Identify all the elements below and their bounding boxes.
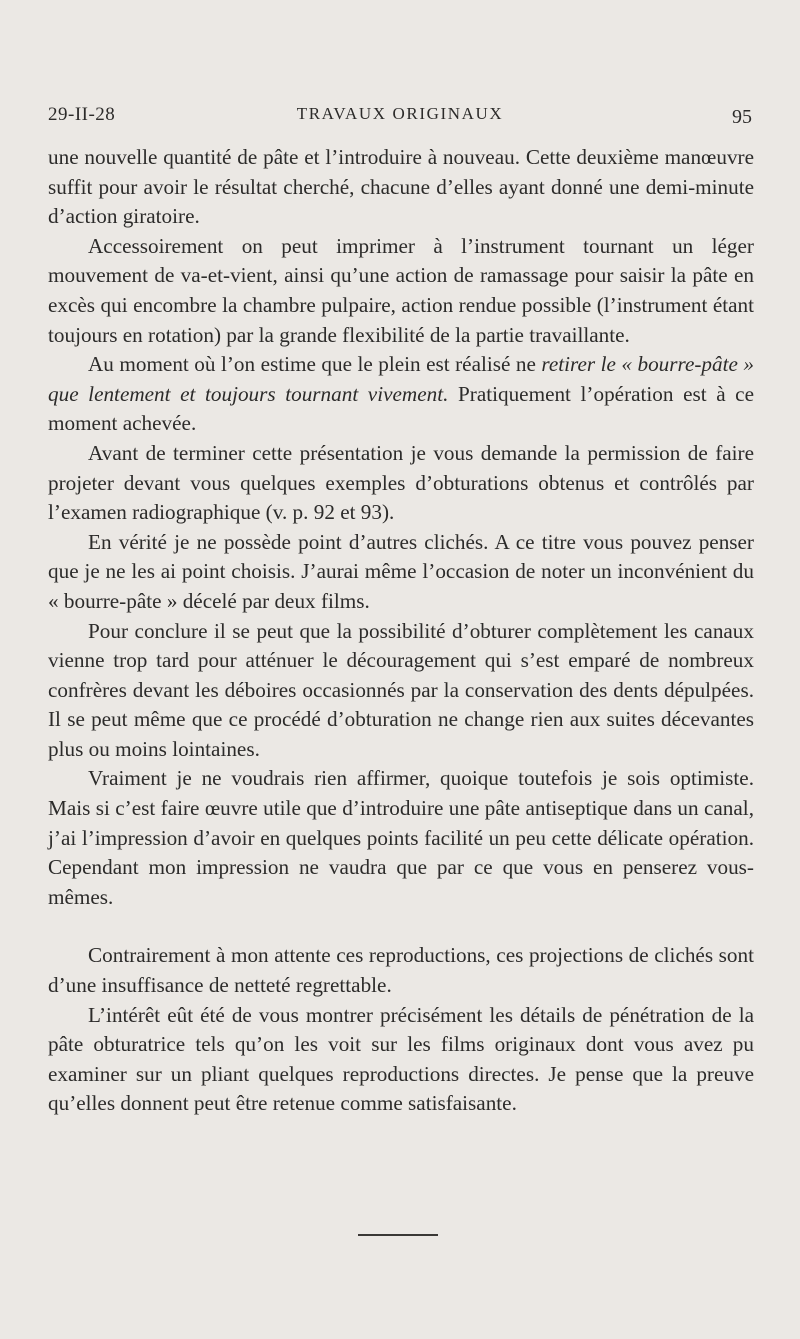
header-title: TRAVAUX ORIGINAUX xyxy=(296,104,504,123)
paragraph-1: une nouvelle quantité de pâte et l’introduire à nouveau. Cette deuxième manœuvre suffit pour avoir le résultat cherché, chacune d’elles ayant donné une demi-minute d’action giratoire. xyxy=(48,145,754,229)
paragraph-5: En vérité je ne possède point d’autres clichés. A ce titre vous pouvez penser que je ne les ai point choisis. J’aurai même l’occasion de noter un inconvénient du « bourre-pâte » décelé par deux films. xyxy=(48,529,754,613)
body-text xyxy=(48,143,754,1119)
paragraph-6: Pour conclure il se peut que la possibilité d’obturer complètement les canaux vienne trop tard pour atténuer le découragement qui s’est emparé de nombreux confrères devant les déboires occasionnés par la conservation des dents dépulpées. Il se peut même que ce procédé d’obturation ne change rien aux suites décevantes plus ou moins lointaines. xyxy=(48,618,754,761)
header-date: 29-II-28 xyxy=(48,104,116,125)
paragraph-8: Contrairement à mon attente ces reproductions, ces projections de clichés sont d’une insuffisance de netteté regrettable. xyxy=(48,943,754,998)
paragraph-3-emphasis: retirer le « bourre-pâte » que lentement et toujours tournant vivement. xyxy=(48,352,754,406)
closing-rule xyxy=(358,1234,438,1236)
page-number: 95 xyxy=(732,106,752,128)
paragraph-9: L’intérêt eût été de vous montrer précisément les détails de pénétration de la pâte obturatrice tels qu’on les voit sur les films originaux dont vous avez pu examiner sur un pliant quelques reproductions directes. Je pense que la preuve qu’elles donnent peut être retenue comme satisfaisante. xyxy=(48,1002,754,1116)
paragraph-7: Vraiment je ne voudrais rien affirmer, quoique toutefois je sois optimiste. Mais si c’est faire œuvre utile que d’introduire une pâte antiseptique dans un canal, j’ai l’impression d’avoir en quelques points facilité un peu cette délicate opération. Cependant mon impression ne vaudra que par ce que vous en penserez vous-mêmes. xyxy=(48,766,754,909)
paragraph-3-start: Au moment où l’on estime que le plein est réalisé ne xyxy=(88,352,542,377)
paragraph-4: Avant de terminer cette présentation je vous demande la permission de faire projeter devant vous quelques exemples d’obturations obtenus et contrôlés par l’examen radiographique (v. p. 92 et 93). xyxy=(48,440,754,525)
paragraph-3 xyxy=(48,350,754,439)
running-header xyxy=(48,104,752,134)
paragraph-3-end: Pratiquement l’opération est à ce moment achevée. xyxy=(48,381,754,436)
paragraph-2: Accessoirement on peut imprimer à l’instrument tournant un léger mouvement de va-et-vient, ainsi qu’une action de ramassage pour saisir la pâte en excès qui encombre la chambre pulpaire, action rendue possible (l’instrument étant toujours en rotation) par la grande flexibilité de la partie travaillante. xyxy=(48,233,754,347)
